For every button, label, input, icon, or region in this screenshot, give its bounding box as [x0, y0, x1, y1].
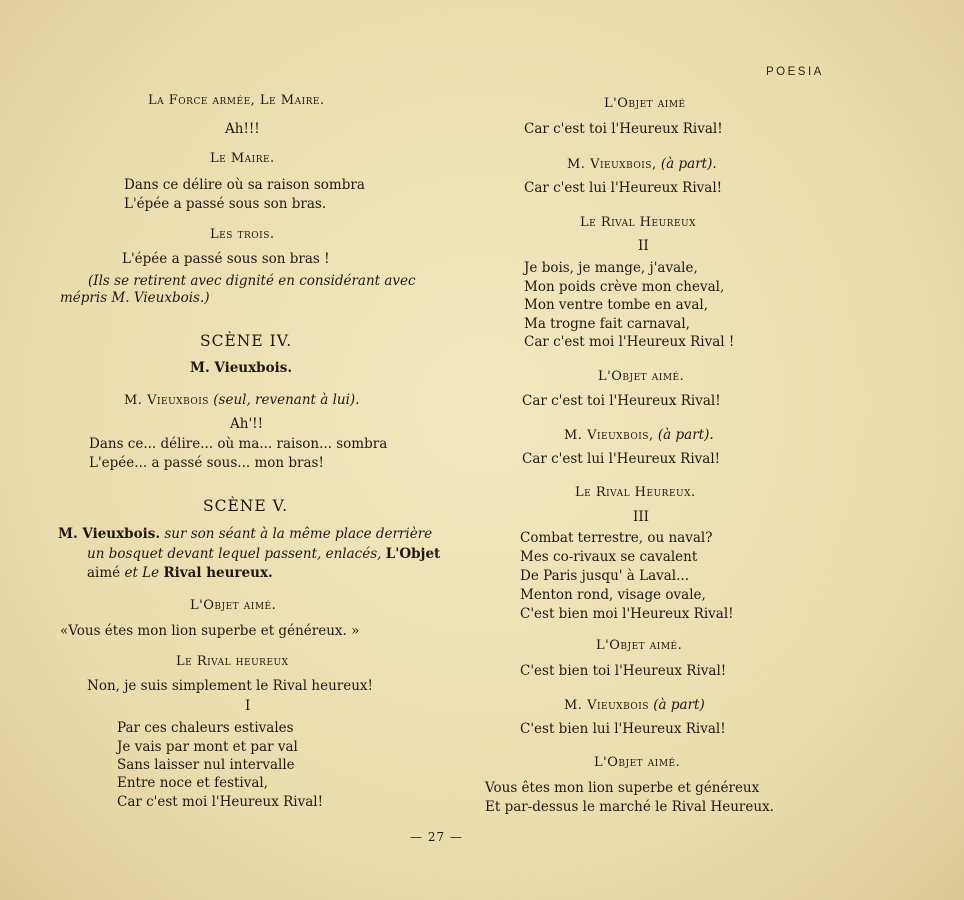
stage-direction: (à part) — [653, 697, 705, 713]
stage-direction: (à part). — [660, 156, 717, 172]
speaker-line: Les trois. — [210, 227, 275, 242]
speaker-line — [567, 156, 717, 172]
speaker-name: M. Vieuxbois, — [564, 428, 654, 443]
verse-line: Car c'est toi l'Heureux Rival! — [522, 393, 721, 409]
character-name: aimé — [87, 565, 121, 581]
stage-direction: (à part). — [657, 427, 714, 443]
speaker-line: L'Objet aimé. — [598, 369, 685, 384]
verse-line: Par ces chaleurs estivales — [117, 720, 294, 736]
verse-line: Combat terrestre, ou naval? — [520, 530, 713, 546]
verse-line: Car c'est lui l'Heureux Rival! — [522, 451, 721, 467]
page-number: — 27 — — [410, 830, 463, 844]
verse-line: C'est bien toi l'Heureux Rival! — [520, 663, 727, 679]
verse-line: Mon ventre tombe en aval, — [524, 297, 708, 313]
speaker-line: Le Rival heureux — [176, 654, 289, 669]
speaker-name: M. Vieuxbois, — [567, 157, 657, 172]
verse-line: Car c'est lui l'Heureux Rival! — [524, 180, 723, 196]
stage-direction-block — [87, 565, 273, 581]
verse-line: Vous êtes mon lion superbe et généreux — [485, 780, 760, 796]
verse-line: Car c'est toi l'Heureux Rival! — [524, 121, 723, 137]
speaker-line: L'Objet aimé — [604, 96, 686, 111]
verse-line: L'épée a passé sous son bras ! — [122, 251, 330, 267]
character-name: L'Objet — [385, 546, 441, 562]
speaker-line — [564, 427, 714, 443]
verse-line: Sans laisser nul intervalle — [117, 757, 295, 773]
verse-line: Et par-dessus le marché le Rival Heureux. — [485, 799, 774, 815]
stage-direction: sur son séant à la même place derrière — [164, 526, 433, 542]
speaker-line: La Force armée, Le Maire. — [148, 93, 325, 108]
verse-line: De Paris jusqu' à Laval... — [520, 568, 689, 584]
speaker-line — [124, 392, 360, 408]
verse-line: Ah!!! — [225, 121, 260, 137]
stage-direction: et Le — [124, 565, 160, 581]
verse-line: Mon poids crève mon cheval, — [524, 279, 725, 295]
verse-line: Ah'!! — [230, 416, 264, 432]
verse-line: Dans ce délire où sa raison sombra — [124, 177, 365, 193]
stanza-number: I — [245, 698, 251, 714]
verse-line: Menton rond, visage ovale, — [520, 587, 706, 603]
speaker-line: L'Objet aimé. — [190, 598, 277, 613]
speaker-name: M. Vieuxbois — [564, 698, 649, 713]
character-heading: M. Vieuxbois. — [190, 360, 293, 376]
stage-direction: (seul, revenant à lui). — [213, 392, 360, 408]
speaker-line: Le Rival Heureux — [580, 215, 697, 230]
verse-line: L'epée... a passé sous... mon bras! — [89, 455, 324, 471]
verse-line: «Vous étes mon lion superbe et généreux. » — [60, 623, 360, 639]
verse-line: Car c'est moi l'Heureux Rival! — [117, 794, 323, 810]
verse-line: C'est bien moi l'Heureux Rival! — [520, 606, 734, 622]
scene-heading: SCÈNE IV. — [200, 332, 293, 350]
stage-direction: un bosquet devant lequel passent, enlacés, — [87, 546, 382, 562]
verse-line: Entre noce et festival, — [117, 775, 269, 791]
stage-direction-block — [87, 546, 440, 562]
stage-direction-block — [58, 526, 432, 542]
speaker-line: Le Rival Heureux. — [575, 485, 696, 500]
stanza-number: II — [638, 238, 649, 254]
speaker-line: L'Objet aimé. — [596, 638, 683, 653]
verse-line: Mes co-rivaux se cavalent — [520, 549, 698, 565]
verse-line: Ma trogne fait carnaval, — [524, 316, 690, 332]
verse-line: Je bois, je mange, j'avale, — [524, 260, 698, 276]
character-name: Rival heureux. — [163, 565, 273, 581]
stage-direction: (Ils se retirent avec dignité en considérant avec — [88, 273, 416, 289]
verse-line: L'épée a passé sous son bras. — [124, 196, 327, 212]
verse-line: Car c'est moi l'Heureux Rival ! — [524, 334, 735, 350]
verse-line: Je vais par mont et par val — [117, 739, 298, 755]
verse-line: Non, je suis simplement le Rival heureux! — [87, 678, 373, 694]
stanza-number: III — [633, 509, 649, 525]
verse-line: C'est bien lui l'Heureux Rival! — [520, 721, 726, 737]
speaker-name: M. Vieuxbois — [124, 393, 209, 408]
running-title: POESIA — [766, 66, 824, 78]
scene-heading: SCÈNE V. — [203, 497, 289, 515]
speaker-line: L'Objet aimé. — [594, 755, 681, 770]
speaker-line — [564, 697, 705, 713]
stage-direction: mépris M. Vieuxbois.) — [60, 290, 210, 306]
character-name: M. Vieuxbois. — [58, 526, 161, 542]
speaker-line: Le Maire. — [210, 151, 275, 166]
verse-line: Dans ce... délire... où ma... raison... sombra — [89, 436, 388, 452]
